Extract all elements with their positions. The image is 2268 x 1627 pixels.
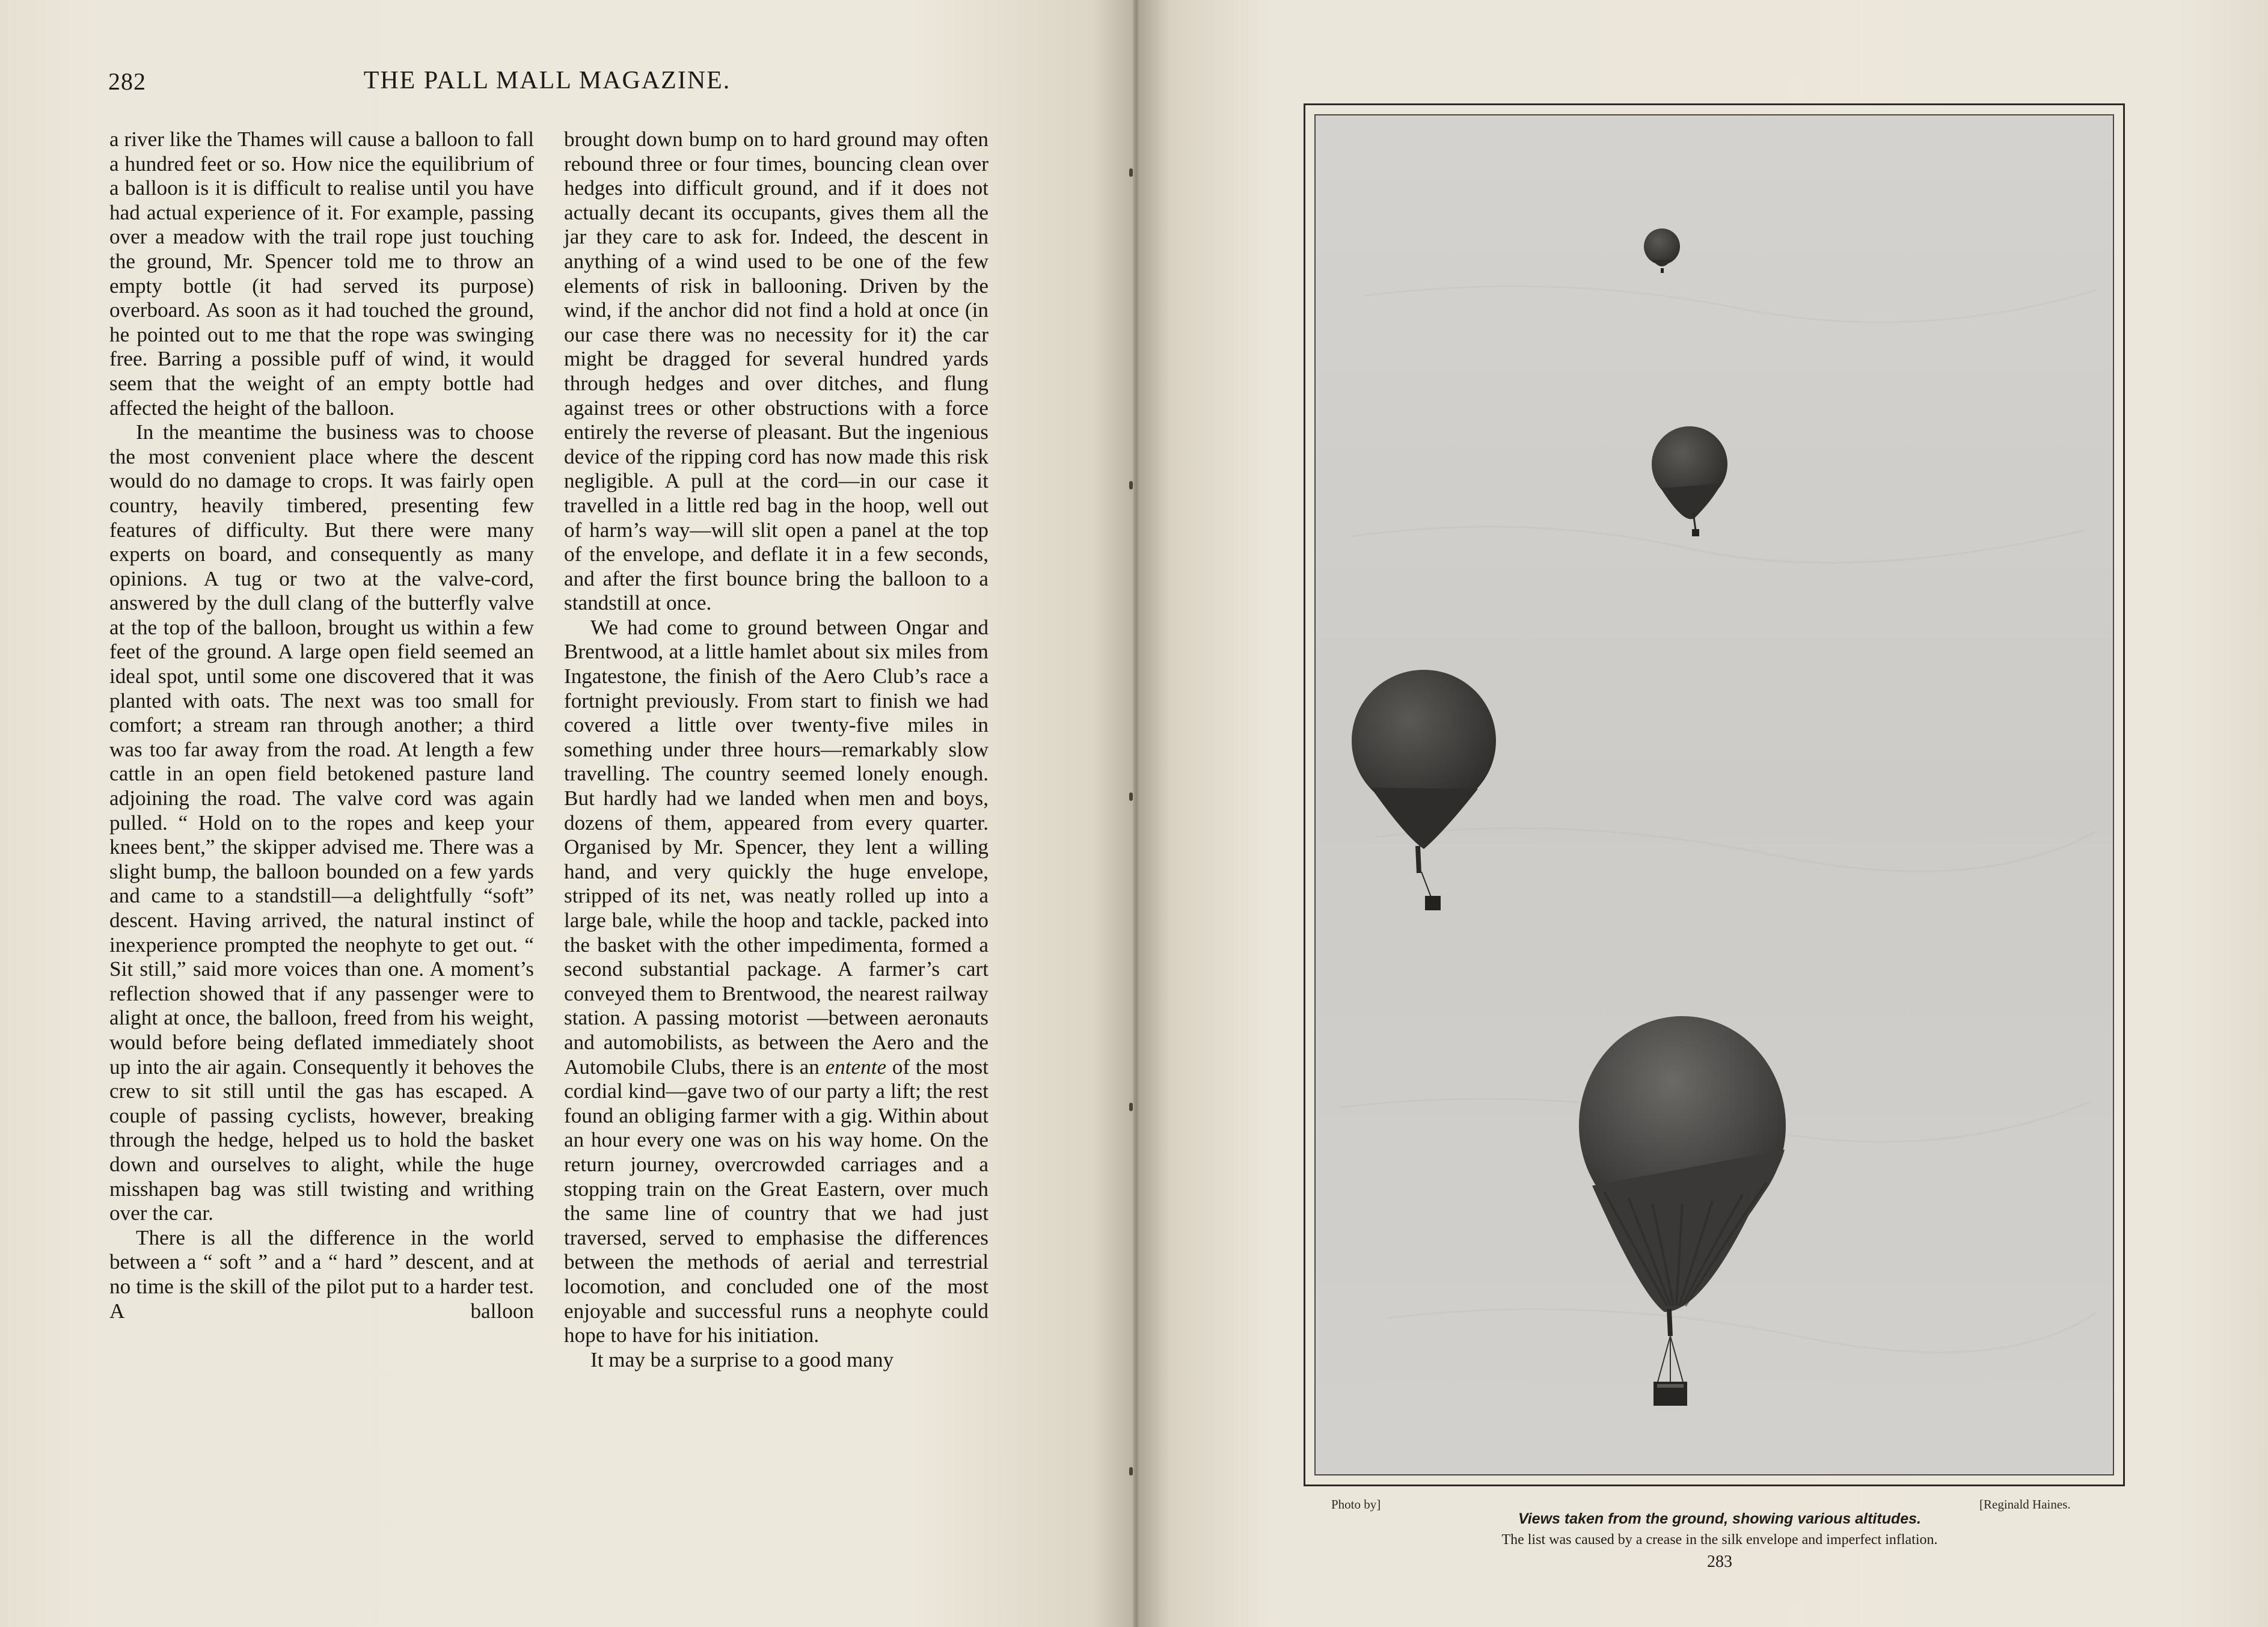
balloon-photograph: [1314, 114, 2114, 1475]
paragraph: a river like the Thames will cause a balloon to fall a hundred feet or so. How nice the equilibrium of a balloon is it is difficult to realise until you have had actual experience of it. For example, passing over a meadow with the trail rope just touching the ground, Mr. Spencer told me to throw an empty bottle (it had served its purpose) overboard. As soon as it had touched the ground, he pointed out to me that the rope was swinging free. Barring a possible puff of wind, it would seem that the weight of an empty bottle had affected the height of the balloon.: [109, 127, 534, 420]
paragraph-text: We had come to ground between Ongar and Brentwood, at a little hamlet about six miles from Ingatestone, the finish of the Aero Club’s race a fortnight previously. From start to finish we had covered a little over twenty-five miles in something under three hours—remarkably slow travelling. The country seemed lonely enough. But hardly had we landed when men and boys, dozens of them, appeared from every quarter. Organised by Mr. Spencer, they lent a willing hand, and very quickly the huge envelope, stripped of its net, was neatly rolled up into a large bale, while the hoop and tackle, packed into the basket with the other impedimenta, formed a second substantial package. A farmer’s cart conveyed them to Brentwood, the nearest railway station. A passing motorist —between aeronauts and automobilists, as between the Aero and the Automobile Clubs, there is an: [564, 615, 988, 1079]
binding-thread-mark: [1129, 1103, 1133, 1111]
running-head: THE PALL MALL MAGAZINE.: [363, 67, 731, 94]
photo-credit-name: [Reginald Haines.: [1979, 1497, 2071, 1512]
page-number-left: 282: [108, 68, 146, 95]
balloon-photo-svg: [1316, 115, 2113, 1474]
binding-thread-mark: [1129, 168, 1133, 177]
page-number-right: 283: [1707, 1552, 1732, 1571]
binding-thread-mark: [1129, 481, 1133, 489]
italic-word: entente: [825, 1055, 887, 1079]
photo-credit-label: Photo by]: [1331, 1497, 1381, 1512]
photo-caption-title: Views taken from the ground, showing various altitudes.: [1518, 1510, 1921, 1527]
paragraph-text: of the most cordial kind—gave two of our party a lift; the rest found an obliging farmer with a gig. Within about an hour every one was on his way home. On the return journey, overcrowded carriages and a stopping train on the Great Eastern, over much the same line of country that we had just traversed, served to emphasise the differences between the methods of aerial and terrestrial locomotion, and concluded one of the most enjoyable and successful runs a neophyte could hope to have for his initiation.: [564, 1055, 988, 1347]
paragraph: [564, 616, 988, 1348]
paragraph: brought down bump on to hard ground may often rebound three or four times, bouncing clean over hedges into difficult ground, and if it does not actually decant its occupants, gives them all the jar they care to ask for. Indeed, the descent in anything of a wind used to be one of the few elements of risk in ballooning. Driven by the wind, if the anchor did not find a hold at once (in our case there was no necessity for it) the car might be dragged for several hundred yards through hedges and over ditches, and flung against trees or other obstructions with a force entirely the reverse of pleasant. But the ingenious device of the ripping cord has now made this risk negligible. A pull at the cord—in our case it travelled in a little red bag in the hoop, well out of harm’s way—will slit open a panel at the top of the envelope, and deflate it in a few seconds, and after the first bounce bring the balloon to a standstill at once.: [564, 127, 988, 615]
photo-caption-subtitle: The list was caused by a crease in the silk envelope and imperfect inflation.: [1501, 1532, 1938, 1548]
paragraph: There is all the difference in the world between a “ soft ” and a “ hard ” descent, and at no time is the skill of the pilot put to a harder test. A balloon: [109, 1225, 534, 1323]
paragraph: In the meantime the business was to choose the most convenient place where the descent would do no damage to crops. It was fairly open country, heavily timbered, presenting few features of difficulty. But there were many experts on board, and consequently as many opinions. A tug or two at the valve-cord, answered by the dull clang of the butterfly valve at the top of the balloon, brought us within a few feet of the ground. A large open field seemed an ideal spot, until some one discovered that it was planted with oats. The next was too small for comfort; a stream ran through another; a third was too far away from the road. At length a few cattle in an open field betokened pasture land adjoining the road. The valve cord was again pulled. “ Hold on to the ropes and keep your knees bent,” the skipper advised me. There was a slight bump, the balloon bounded on a few yards and came to a standstill—a delightfully “soft” descent. Having arrived, the natural instinct of inexperience prompted the neophyte to get out. “ Sit still,” said more voices than one. A moment’s reflection showed that if any passenger were to alight at once, the balloon, freed from his weight, would before being deflated immediately shoot up into the air again. Consequently it behoves the crew to sit still until the gas has escaped. A couple of passing cyclists, however, breaking through the hedge, helped us to hold the basket down and ourselves to alight, while the huge misshapen bag was still twisting and writhing over the car.: [109, 420, 534, 1225]
text-column-1: [109, 127, 534, 1323]
binding-thread-mark: [1129, 792, 1133, 801]
binding-thread-mark: [1129, 1467, 1133, 1475]
book-gutter: [1133, 0, 1140, 1627]
text-column-2: [564, 127, 988, 1372]
paragraph: It may be a surprise to a good many: [590, 1347, 894, 1371]
